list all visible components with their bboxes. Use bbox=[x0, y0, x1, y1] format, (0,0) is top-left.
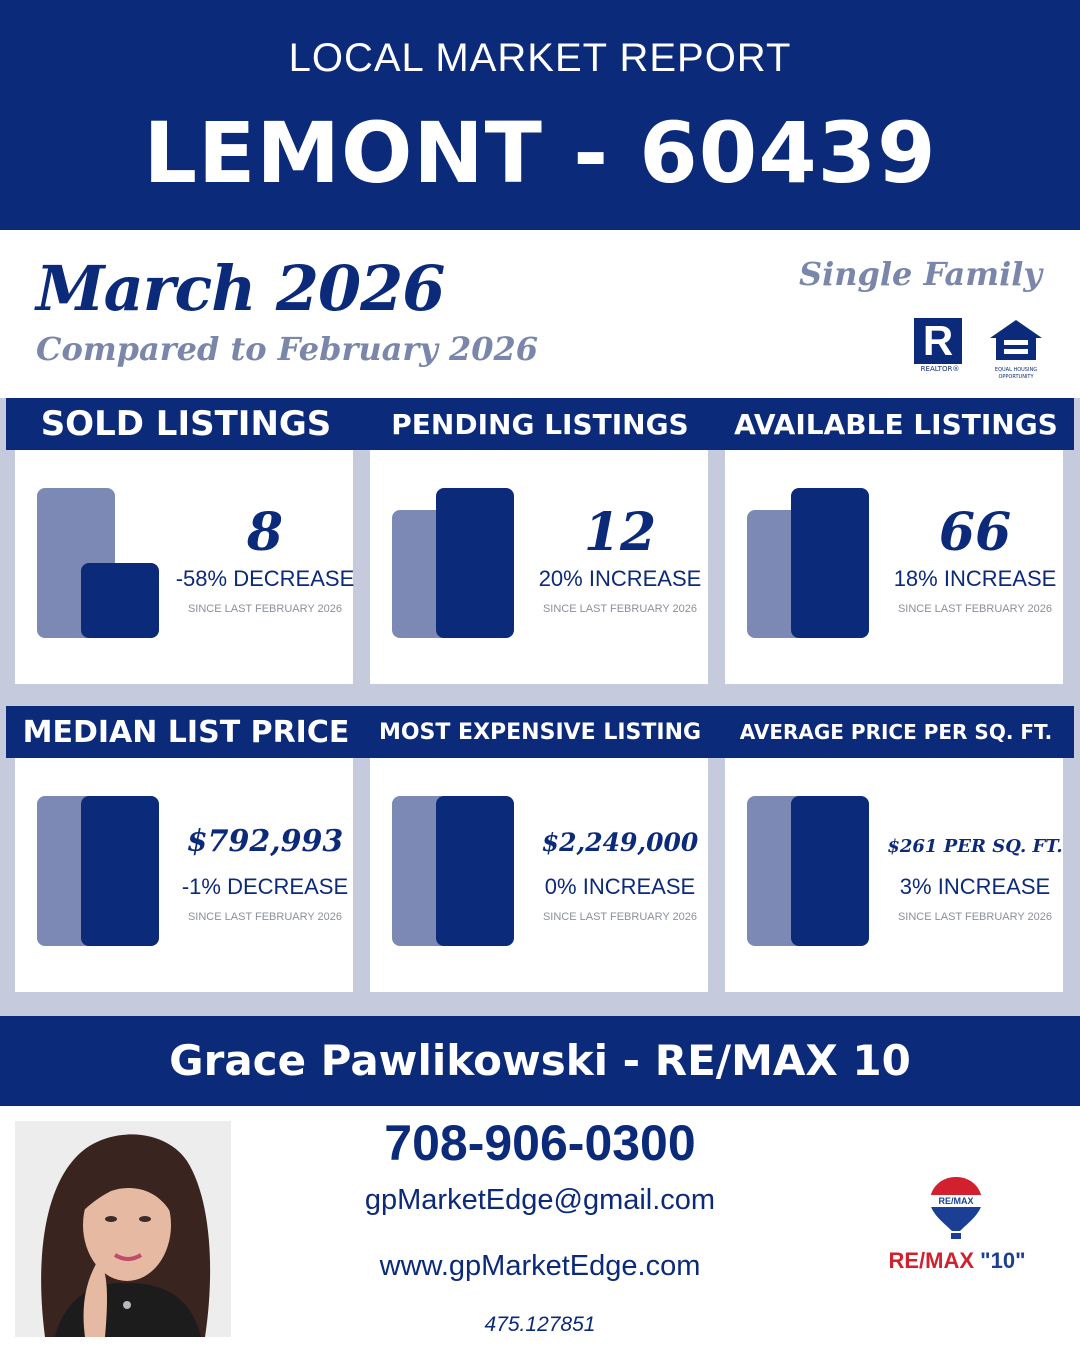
current-period-bar bbox=[81, 796, 159, 946]
available-listings-title: AVAILABLE LISTINGS bbox=[734, 407, 1058, 441]
metrics-header-row-2 bbox=[6, 706, 1074, 758]
sold-listings-title: SOLD LISTINGS bbox=[40, 404, 332, 444]
remax-balloon-text: RE/MAX bbox=[938, 1196, 974, 1206]
comparison-period: Compared to February 2026 bbox=[36, 330, 538, 368]
pending-listings-title: PENDING LISTINGS bbox=[391, 407, 689, 441]
agent-email[interactable]: gpMarketEdge@gmail.com bbox=[364, 1184, 716, 1216]
report-title: LOCAL MARKET REPORT bbox=[288, 36, 792, 80]
most-expensive-listing-value: $2,249,000 bbox=[541, 828, 699, 857]
median-list-price-card bbox=[15, 758, 353, 992]
remax-balloon-logo bbox=[928, 1175, 984, 1241]
most-expensive-listing-since: SINCE LAST FEBRUARY 2026 bbox=[542, 911, 698, 923]
available-listings-card bbox=[725, 450, 1063, 684]
equal-housing-label-2: OPPORTUNITY bbox=[998, 374, 1034, 380]
available-listings-value: 66 bbox=[938, 502, 1012, 563]
current-period-bar bbox=[791, 796, 869, 946]
sold-listings-since: SINCE LAST FEBRUARY 2026 bbox=[187, 603, 343, 615]
agent-portrait-image bbox=[15, 1121, 231, 1337]
remax-brand-main: RE/MAX bbox=[888, 1248, 975, 1273]
remax-brand bbox=[882, 1248, 1032, 1274]
average-price-per-sqft-change: 3% INCREASE bbox=[899, 874, 1051, 899]
available-listings-since: SINCE LAST FEBRUARY 2026 bbox=[897, 603, 1053, 615]
sold-listings-value: 8 bbox=[246, 502, 284, 563]
current-period-bar bbox=[436, 488, 514, 638]
pending-listings-value: 12 bbox=[583, 502, 657, 563]
most-expensive-listing-card bbox=[370, 758, 708, 992]
agent-website[interactable]: www.gpMarketEdge.com bbox=[379, 1250, 701, 1282]
median-list-price-title: MEDIAN LIST PRICE bbox=[22, 714, 350, 750]
current-period-bar bbox=[436, 796, 514, 946]
agent-phone[interactable]: 708-906-0300 bbox=[384, 1115, 696, 1171]
realtor-label: REALTOR® bbox=[920, 365, 960, 373]
available-listings-change: 18% INCREASE bbox=[893, 566, 1057, 591]
remax-brand-suffix: "10" bbox=[980, 1248, 1026, 1273]
equal-housing-icon bbox=[986, 318, 1046, 362]
agent-photo bbox=[15, 1121, 231, 1337]
median-list-price-since: SINCE LAST FEBRUARY 2026 bbox=[187, 911, 343, 923]
metrics-header-row-1 bbox=[6, 398, 1074, 450]
realtor-logo bbox=[914, 318, 966, 374]
average-price-per-sqft-title: AVERAGE PRICE PER SQ. FT. bbox=[739, 720, 1053, 744]
average-price-per-sqft-card bbox=[725, 758, 1063, 992]
sold-listings-card bbox=[15, 450, 353, 684]
realtor-r-icon: R bbox=[914, 318, 962, 364]
property-type: Single Family bbox=[798, 255, 1042, 293]
current-period-bar bbox=[81, 563, 159, 638]
top-banner bbox=[0, 0, 1080, 230]
pending-listings-card bbox=[370, 450, 708, 684]
average-price-per-sqft-since: SINCE LAST FEBRUARY 2026 bbox=[897, 911, 1053, 923]
most-expensive-listing-change: 0% INCREASE bbox=[544, 874, 696, 899]
agent-license: 475.127851 bbox=[484, 1313, 596, 1336]
median-list-price-value: $792,993 bbox=[186, 824, 344, 859]
average-price-per-sqft-value: $261 PER SQ. FT. bbox=[887, 836, 1063, 857]
pending-listings-change: 20% INCREASE bbox=[538, 566, 702, 591]
agent-name-banner: Grace Pawlikowski - RE/MAX 10 bbox=[0, 1016, 1080, 1106]
remax-balloon-icon bbox=[928, 1175, 984, 1241]
location-title: LEMONT - 60439 bbox=[143, 104, 937, 202]
median-list-price-change: -1% DECREASE bbox=[181, 874, 349, 899]
report-month: March 2026 bbox=[36, 252, 445, 325]
most-expensive-listing-title: MOST EXPENSIVE LISTING bbox=[378, 719, 702, 745]
equal-housing-label-1: EQUAL HOUSING bbox=[994, 367, 1038, 373]
pending-listings-since: SINCE LAST FEBRUARY 2026 bbox=[542, 603, 698, 615]
sold-listings-change: -58% DECREASE bbox=[175, 566, 355, 591]
equal-housing-logo bbox=[986, 318, 1046, 380]
current-period-bar bbox=[791, 488, 869, 638]
